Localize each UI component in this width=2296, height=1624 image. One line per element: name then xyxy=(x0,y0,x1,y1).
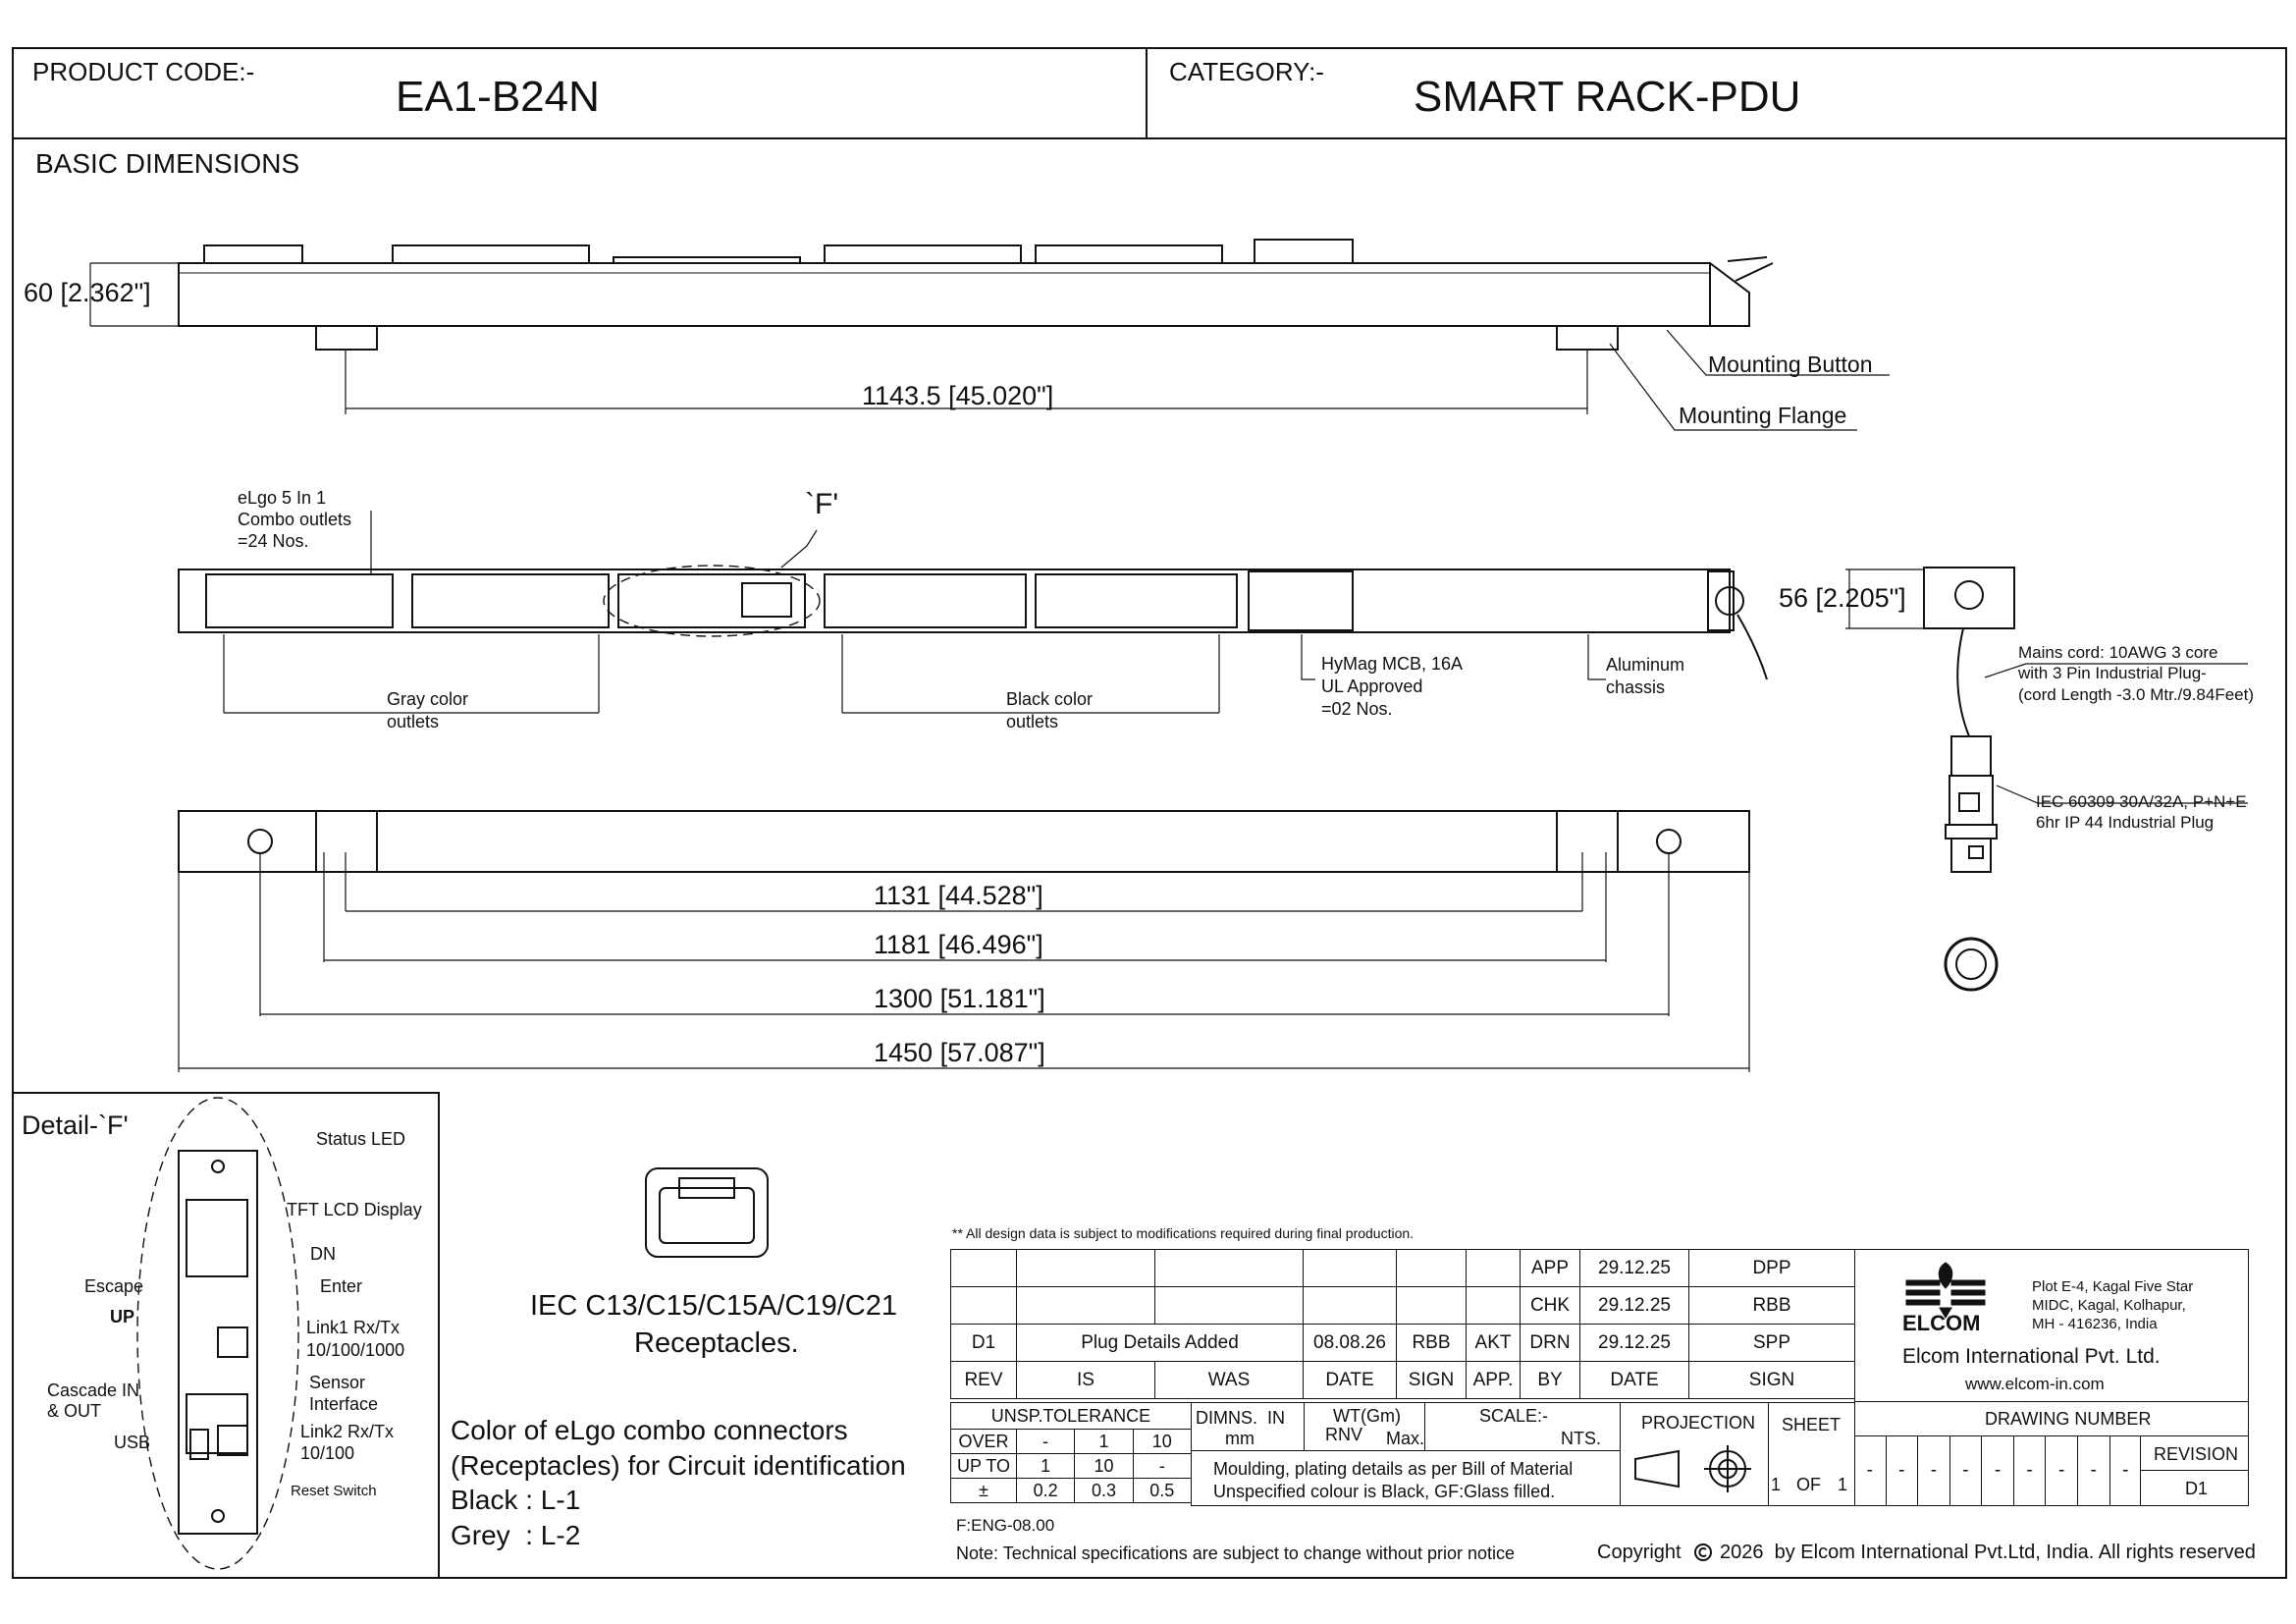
chassis-line1: Aluminum xyxy=(1606,655,1685,675)
tolerance-table xyxy=(950,1402,1192,1503)
drawing-cell: - xyxy=(1887,1435,1919,1506)
mains-line3: (cord Length -3.0 Mtr./9.84Feet) xyxy=(2018,685,2255,704)
cascade-line1: Cascade IN xyxy=(47,1380,140,1400)
drawing-cell: - xyxy=(2014,1435,2047,1506)
tol-over: OVER xyxy=(951,1430,1017,1454)
color-note-line3: Black : L-1 xyxy=(451,1485,581,1515)
front-height-dimension: 56 [2.205"] xyxy=(1779,583,1906,613)
tft-label: TFT LCD Display xyxy=(287,1200,422,1219)
rear-dimension-1181: 1181 [46.496"] xyxy=(874,930,1043,959)
rev-d1-is: Plug Details Added xyxy=(1017,1325,1304,1362)
drn-sign: SPP xyxy=(1689,1325,1855,1362)
drawing-cell: - xyxy=(1854,1435,1887,1506)
copyright-label: Copyright xyxy=(1597,1542,1682,1563)
sheet-val-of: OF xyxy=(1796,1475,1821,1494)
detail-f-marker: `F' xyxy=(805,488,839,520)
black-outlets-line1: Black color xyxy=(1006,689,1094,709)
drawing-cell: - xyxy=(2122,1460,2129,1481)
category: SMART RACK-PDU xyxy=(1414,73,1801,121)
tol-over-2: 1 xyxy=(1075,1430,1133,1454)
color-note-line4: Grey : L-2 xyxy=(451,1520,581,1550)
black-outlets-line2: outlets xyxy=(1006,712,1059,731)
mounting-button-label: Mounting Button xyxy=(1708,352,1873,377)
combo-outlets-line2: Combo outlets xyxy=(238,510,352,529)
rev-d1-app: AKT xyxy=(1467,1325,1521,1362)
mcb-line1: HyMag MCB, 16A xyxy=(1321,654,1464,674)
gray-outlets-line1: Gray color xyxy=(387,689,469,709)
wt-line1: WT(Gm) xyxy=(1333,1406,1401,1426)
projection-symbol xyxy=(1629,1443,1761,1498)
logo-text: ELCOM xyxy=(1902,1311,1981,1335)
plug-line2: 6hr IP 44 Industrial Plug xyxy=(2036,813,2215,832)
right-mounting-flange xyxy=(1557,326,1618,350)
copyright-text: 2026 by Elcom International Pvt.Ltd, India. All rights reserved xyxy=(1720,1542,2256,1563)
spec-note: Note: Technical specifications are subject to change without prior notice xyxy=(956,1543,1515,1563)
tol-upto: UP TO xyxy=(951,1454,1017,1479)
chassis-line2: chassis xyxy=(1606,677,1666,697)
tol-upto-2: 10 xyxy=(1075,1454,1133,1479)
chk-sign: RBB xyxy=(1689,1287,1855,1325)
rear-dimension-1450: 1450 [57.087"] xyxy=(874,1038,1045,1067)
tol-pm-3: 0.5 xyxy=(1133,1479,1191,1503)
mains-line2: with 3 Pin Industrial Plug- xyxy=(2018,664,2207,682)
app-date: 29.12.25 xyxy=(1580,1250,1689,1287)
dimns-line1: DIMNS. IN xyxy=(1196,1408,1286,1428)
sheet-val-2: 1 xyxy=(1838,1475,1848,1494)
mains-line1: Mains cord: 10AWG 3 core xyxy=(2018,643,2218,662)
up-label: UP xyxy=(110,1307,135,1326)
head-sign-2: SIGN xyxy=(1689,1362,1855,1399)
drawing-cell-row xyxy=(1854,1435,2141,1506)
disclaimer: ** All design data is subject to modifications required during final production. xyxy=(952,1225,1415,1241)
receptacles-line1: IEC C13/C15/C15A/C19/C21 xyxy=(530,1290,897,1322)
mcb-line2: UL Approved xyxy=(1321,677,1423,696)
escape-label: Escape xyxy=(84,1276,144,1296)
drn-label: DRN xyxy=(1521,1325,1580,1362)
link1-line1: Link1 Rx/Tx xyxy=(306,1318,400,1337)
scale-line1: SCALE:- xyxy=(1479,1406,1549,1426)
drawing-number-label: DRAWING NUMBER xyxy=(1985,1409,2152,1429)
dimns-line2: mm xyxy=(1225,1429,1255,1448)
chk-label: CHK xyxy=(1521,1287,1580,1325)
tol-pm-1: 0.2 xyxy=(1017,1479,1075,1503)
head-is: IS xyxy=(1017,1362,1155,1399)
chk-date: 29.12.25 xyxy=(1580,1287,1689,1325)
material-line2: Unspecified colour is Black, GF:Glass filled. xyxy=(1213,1482,1556,1501)
sheet-val-1: 1 xyxy=(1771,1475,1782,1494)
link2-line1: Link2 Rx/Tx xyxy=(300,1422,395,1441)
rev-d1-sign: RBB xyxy=(1397,1325,1467,1362)
category-label: CATEGORY:- xyxy=(1169,57,1324,86)
detail-title: Detail-`F' xyxy=(22,1110,129,1140)
color-note-line1: Color of eLgo combo connectors xyxy=(451,1415,848,1445)
rear-dimension-1300: 1300 [51.181"] xyxy=(874,984,1045,1013)
combo-outlets-line1: eLgo 5 In 1 xyxy=(238,488,327,508)
wt-line2: RNV xyxy=(1325,1425,1363,1444)
copyright-icon xyxy=(1693,1543,1713,1562)
drawing-cell: - xyxy=(1918,1435,1950,1506)
drawing-cell: - xyxy=(2046,1435,2078,1506)
link2-line2: 10/100 xyxy=(300,1443,355,1463)
rear-view-body xyxy=(179,811,1749,872)
scale-line2: NTS. xyxy=(1561,1429,1602,1448)
head-sign: SIGN xyxy=(1397,1362,1467,1399)
tol-over-1: - xyxy=(1017,1430,1075,1454)
link1-line2: 10/100/1000 xyxy=(306,1340,405,1360)
wt-line3: Max. xyxy=(1386,1429,1425,1448)
flange-spacing-dimension: 1143.5 [45.020"] xyxy=(862,381,1054,410)
drawing-cell: - xyxy=(1982,1435,2014,1506)
form-number: F:ENG-08.00 xyxy=(956,1516,1055,1535)
projection-label: PROJECTION xyxy=(1641,1413,1756,1433)
drn-date: 29.12.25 xyxy=(1580,1325,1689,1362)
color-note-line2: (Receptacles) for Circuit identification xyxy=(451,1450,906,1481)
revision-value: D1 xyxy=(2185,1479,2209,1498)
product-code: EA1-B24N xyxy=(396,73,600,121)
status-led-label: Status LED xyxy=(316,1129,406,1149)
reset-label: Reset Switch xyxy=(291,1483,377,1499)
app-sign: DPP xyxy=(1689,1250,1855,1287)
head-was: WAS xyxy=(1155,1362,1304,1399)
address-line2: MIDC, Kagal, Kolhapur, xyxy=(2032,1297,2186,1314)
side-height-dimension: 60 [2.362"] xyxy=(24,278,151,307)
head-by: BY xyxy=(1521,1362,1580,1399)
sensor-line2: Interface xyxy=(309,1394,379,1414)
sensor-line1: Sensor xyxy=(309,1373,366,1392)
plug-line1: IEC 60309 30A/32A, P+N+E xyxy=(2036,792,2247,811)
head-date-2: DATE xyxy=(1580,1362,1689,1399)
address-line1: Plot E-4, Kagal Five Star xyxy=(2032,1278,2194,1295)
rear-dimension-1131: 1131 [44.528"] xyxy=(874,881,1043,910)
company-name: Elcom International Pvt. Ltd. xyxy=(1902,1345,2161,1368)
rev-d1-date: 08.08.26 xyxy=(1304,1325,1397,1362)
tol-upto-3: - xyxy=(1133,1454,1191,1479)
left-mounting-flange xyxy=(316,326,377,350)
sheet-label: SHEET xyxy=(1782,1415,1842,1435)
tolerance-title: UNSP.TOLERANCE xyxy=(951,1403,1192,1430)
mcb-line3: =02 Nos. xyxy=(1321,699,1393,719)
address-line3: MH - 416236, India xyxy=(2032,1316,2158,1332)
mounting-flange-label: Mounting Flange xyxy=(1679,403,1847,428)
dn-label: DN xyxy=(310,1244,336,1264)
company-website: www.elcom-in.com xyxy=(1965,1375,2105,1393)
head-app: APP. xyxy=(1467,1362,1521,1399)
tol-pm-2: 0.3 xyxy=(1075,1479,1133,1503)
tol-pm: ± xyxy=(951,1479,1017,1503)
tol-upto-1: 1 xyxy=(1017,1454,1075,1479)
combo-outlets-line3: =24 Nos. xyxy=(238,531,309,551)
rev-d1: D1 xyxy=(951,1325,1017,1362)
drawing-cell: - xyxy=(1950,1435,1983,1506)
cascade-line2: & OUT xyxy=(47,1401,102,1421)
revision-table xyxy=(950,1249,1855,1399)
head-date: DATE xyxy=(1304,1362,1397,1399)
section-title: BASIC DIMENSIONS xyxy=(35,148,300,179)
tol-over-3: 10 xyxy=(1133,1430,1191,1454)
drawing-cell: - xyxy=(2078,1435,2110,1506)
usb-label: USB xyxy=(114,1433,151,1452)
enter-label: Enter xyxy=(320,1276,363,1296)
app-label: APP xyxy=(1521,1250,1580,1287)
receptacles-line2: Receptacles. xyxy=(634,1327,799,1359)
product-code-label: PRODUCT CODE:- xyxy=(32,57,255,86)
material-line1: Moulding, plating details as per Bill of Material xyxy=(1213,1459,1574,1479)
revision-label: REVISION xyxy=(2154,1444,2239,1464)
head-rev: REV xyxy=(951,1362,1017,1399)
gray-outlets-line2: outlets xyxy=(387,712,440,731)
